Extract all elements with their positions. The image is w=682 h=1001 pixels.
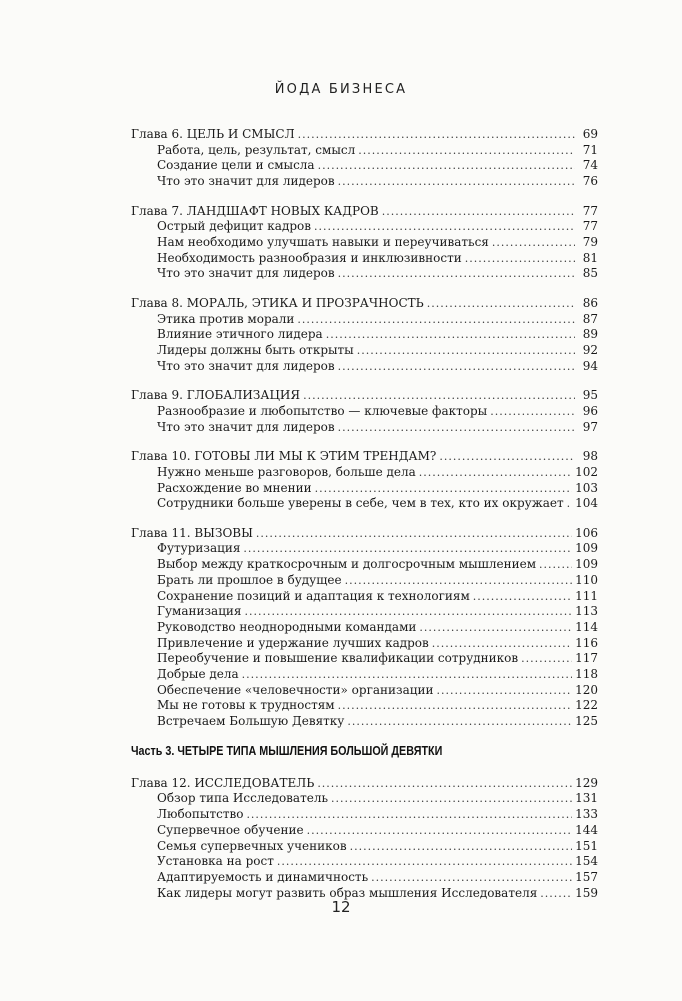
section-entry <box>131 573 598 589</box>
dot-leader <box>242 667 572 683</box>
chapter-entry-page: 95 <box>582 388 598 403</box>
section-entry-page: 74 <box>582 158 598 173</box>
chapter-entry-title: Глава 8. МОРАЛЬ, ЭТИКА И ПРОЗРАЧНОСТЬ <box>131 295 424 310</box>
dot-leader <box>338 420 575 436</box>
section-entry <box>131 359 598 375</box>
chapter-entry-page: 77 <box>582 203 598 218</box>
section-entry <box>131 791 598 807</box>
section-entry-title: Встречаем Большую Девятку <box>157 714 345 729</box>
section-entry-page: 111 <box>575 588 598 603</box>
dot-leader <box>277 854 572 870</box>
section-entry-page: 97 <box>582 419 598 434</box>
section-entry-title: Гуманизация <box>157 604 242 619</box>
dot-leader <box>419 620 572 636</box>
section-entry-page: 89 <box>582 327 598 342</box>
section-entry-page: 87 <box>582 311 598 326</box>
dot-leader <box>256 526 572 542</box>
section-entry-title: Острый дефицит кадров <box>157 219 311 234</box>
dot-leader <box>338 698 572 714</box>
section-entry <box>131 636 598 652</box>
chapter-entry-title: Глава 6. ЦЕЛЬ И СМЫСЛ <box>131 127 295 141</box>
section-entry-page: 151 <box>575 838 598 853</box>
chapter-entry <box>131 776 598 792</box>
section-entry <box>131 266 598 282</box>
section-entry-title: Семья супервечных учеников <box>157 838 347 853</box>
section-entry-title: Адаптируемость и динамичность <box>157 869 369 884</box>
chapter-entry-title: Глава 11. ВЫЗОВЫ <box>131 525 253 540</box>
chapter-entry <box>131 127 598 143</box>
dot-leader <box>298 127 575 143</box>
section-entry-title: Что это значит для лидеров <box>157 174 335 189</box>
chapter-entry <box>131 296 598 312</box>
chapter-entry-title: Глава 12. ИССЛЕДОВАТЕЛЬ <box>131 775 315 790</box>
section-entry-page: 110 <box>575 572 598 587</box>
section-entry <box>131 143 598 159</box>
toc-chapter <box>131 388 598 435</box>
section-entry-page: 76 <box>582 174 598 189</box>
dot-leader <box>318 158 575 174</box>
section-entry-title: Нужно меньше разговоров, больше дела <box>157 464 416 479</box>
section-entry-page: 118 <box>575 667 598 682</box>
section-entry <box>131 667 598 683</box>
section-entry-page: 154 <box>575 854 598 869</box>
section-entry-page: 102 <box>575 464 598 479</box>
section-entry-title: Любопытство <box>157 807 244 822</box>
section-entry-page: 122 <box>575 698 598 713</box>
chapter-entry <box>131 388 598 404</box>
toc-chapter <box>131 127 598 190</box>
section-entry-page: 114 <box>575 619 598 634</box>
section-entry-page: 120 <box>575 682 598 697</box>
chapter-entry-page: 98 <box>582 449 598 464</box>
section-entry-page: 71 <box>582 142 598 157</box>
section-entry <box>131 327 598 343</box>
section-entry-title: Привлечение и удержание лучших кадров <box>157 635 429 650</box>
section-entry <box>131 481 598 497</box>
section-entry-page: 113 <box>575 604 598 619</box>
page-number: 12 <box>331 898 351 916</box>
section-entry <box>131 683 598 699</box>
dot-leader <box>492 235 575 251</box>
dot-leader <box>439 449 575 465</box>
dot-leader <box>338 359 575 375</box>
section-entry-title: Этика против морали <box>157 311 295 326</box>
dot-leader <box>307 823 572 839</box>
dot-leader <box>465 251 575 267</box>
dot-leader <box>567 496 572 512</box>
toc-section-part2 <box>131 127 598 730</box>
section-entry-title: Как лидеры могут развить образ мышления Исследователя <box>157 885 538 900</box>
section-entry-page: 77 <box>582 219 598 234</box>
dot-leader <box>303 388 575 404</box>
section-entry <box>131 698 598 714</box>
section-entry-page: 144 <box>575 822 598 837</box>
dot-leader <box>358 143 575 159</box>
section-entry <box>131 541 598 557</box>
chapter-entry-title: Глава 9. ГЛОБАЛИЗАЦИЯ <box>131 388 301 403</box>
dot-leader <box>338 174 575 190</box>
chapter-entry-title: Глава 7. ЛАНДШАФТ НОВЫХ КАДРОВ <box>131 203 379 218</box>
dot-leader <box>539 557 572 573</box>
dot-leader <box>338 266 575 282</box>
section-entry <box>131 620 598 636</box>
section-entry <box>131 807 598 823</box>
section-entry <box>131 158 598 174</box>
dot-leader <box>345 573 573 589</box>
section-entry <box>131 839 598 855</box>
chapter-entry <box>131 449 598 465</box>
running-head: ЙОДА БИЗНЕСА <box>274 82 408 97</box>
section-entry-page: 117 <box>575 651 598 666</box>
section-entry <box>131 870 598 886</box>
dot-leader <box>371 870 572 886</box>
table-of-contents <box>131 127 598 915</box>
section-entry-page: 157 <box>575 869 598 884</box>
section-entry <box>131 343 598 359</box>
part-heading: Часть 3. ЧЕТЫРЕ ТИПА МЫШЛЕНИЯ БОЛЬШОЙ ДЕВЯТКИ <box>131 743 443 758</box>
chapter-entry-page: 129 <box>575 775 598 790</box>
section-entry-page: 159 <box>575 885 598 900</box>
section-entry-title: Нам необходимо улучшать навыки и переучиваться <box>157 235 489 250</box>
dot-leader <box>244 604 572 620</box>
toc-chapter <box>131 204 598 283</box>
section-entry-title: Обеспечение «человечности» организации <box>157 682 434 697</box>
dot-leader <box>314 219 575 235</box>
dot-leader <box>317 776 572 792</box>
section-entry-title: Выбор между краткосрочным и долгосрочным мышлением <box>157 557 537 572</box>
section-entry-title: Супервечное обучение <box>157 822 304 837</box>
section-entry <box>131 219 598 235</box>
dot-leader <box>432 636 572 652</box>
section-entry-title: Добрые дела <box>157 667 239 682</box>
chapter-entry <box>131 526 598 542</box>
chapter-entry-page: 106 <box>575 525 598 540</box>
dot-leader <box>347 714 572 730</box>
section-entry-title: Что это значит для лидеров <box>157 358 335 373</box>
chapter-entry-page: 86 <box>582 295 598 310</box>
section-entry-page: 92 <box>582 343 598 358</box>
dot-leader <box>297 312 575 328</box>
section-entry-page: 109 <box>575 541 598 556</box>
section-entry <box>131 251 598 267</box>
section-entry-title: Переобучение и повышение квалификации сотрудников <box>157 651 519 666</box>
toc-chapter <box>131 296 598 375</box>
section-entry <box>131 496 598 512</box>
dot-leader <box>436 683 572 699</box>
chapter-entry-title: Глава 10. ГОТОВЫ ЛИ МЫ К ЭТИМ ТРЕНДАМ? <box>131 449 437 464</box>
section-entry <box>131 604 598 620</box>
section-entry-title: Руководство неоднородными командами <box>157 619 417 634</box>
section-entry <box>131 651 598 667</box>
dot-leader <box>315 481 572 497</box>
section-entry-title: Необходимость разнообразия и инклюзивности <box>157 250 462 265</box>
section-entry <box>131 854 598 870</box>
section-entry-page: 131 <box>575 791 598 806</box>
section-entry-title: Разнообразие и любопытство — ключевые факторы <box>157 403 488 418</box>
section-entry-title: Брать ли прошлое в будущее <box>157 572 342 587</box>
section-entry-title: Создание цели и смысла <box>157 158 315 173</box>
section-entry-page: 85 <box>582 266 598 281</box>
section-entry-title: Что это значит для лидеров <box>157 419 335 434</box>
section-entry-page: 96 <box>582 403 598 418</box>
section-entry <box>131 312 598 328</box>
section-entry-title: Что это значит для лидеров <box>157 266 335 281</box>
section-entry-title: Сотрудники больше уверены в себе, чем в тех, кто их окружает <box>157 496 564 511</box>
dot-leader <box>350 839 573 855</box>
section-entry <box>131 557 598 573</box>
section-entry-page: 79 <box>582 235 598 250</box>
section-entry-page: 81 <box>582 250 598 265</box>
dot-leader <box>473 589 572 605</box>
dot-leader <box>331 791 572 807</box>
section-entry-title: Влияние этичного лидера <box>157 327 323 342</box>
section-entry <box>131 714 598 730</box>
dot-leader <box>521 651 572 667</box>
section-entry-title: Обзор типа Исследователь <box>157 791 328 806</box>
dot-leader <box>427 296 575 312</box>
dot-leader <box>490 404 575 420</box>
dot-leader <box>382 204 575 220</box>
dot-leader <box>357 343 575 359</box>
section-entry <box>131 404 598 420</box>
section-entry-title: Расхождение во мнении <box>157 480 312 495</box>
section-entry-title: Работа, цель, результат, смысл <box>157 142 356 157</box>
section-entry-title: Футуризация <box>157 541 241 556</box>
section-entry-page: 133 <box>575 807 598 822</box>
section-entry <box>131 589 598 605</box>
section-entry <box>131 235 598 251</box>
chapter-entry <box>131 204 598 220</box>
dot-leader <box>419 465 572 481</box>
toc-section-part3 <box>131 776 598 902</box>
toc-chapter <box>131 526 598 730</box>
section-entry-title: Мы не готовы к трудностям <box>157 698 335 713</box>
dot-leader <box>246 807 572 823</box>
section-entry-page: 116 <box>575 635 598 650</box>
toc-chapter <box>131 449 598 512</box>
section-entry-title: Установка на рост <box>157 854 274 869</box>
dot-leader <box>326 327 575 343</box>
section-entry <box>131 174 598 190</box>
chapter-entry-page: 69 <box>582 127 598 141</box>
section-entry-title: Сохранение позиций и адаптация к технологиям <box>157 588 470 603</box>
section-entry <box>131 420 598 436</box>
section-entry-page: 103 <box>575 480 598 495</box>
section-entry-page: 125 <box>575 714 598 729</box>
dot-leader <box>243 541 572 557</box>
section-entry-title: Лидеры должны быть открыты <box>157 343 354 358</box>
section-entry <box>131 823 598 839</box>
section-entry <box>131 465 598 481</box>
toc-chapter <box>131 776 598 902</box>
section-entry-page: 94 <box>582 358 598 373</box>
section-entry-page: 104 <box>575 496 598 511</box>
section-entry-page: 109 <box>575 557 598 572</box>
